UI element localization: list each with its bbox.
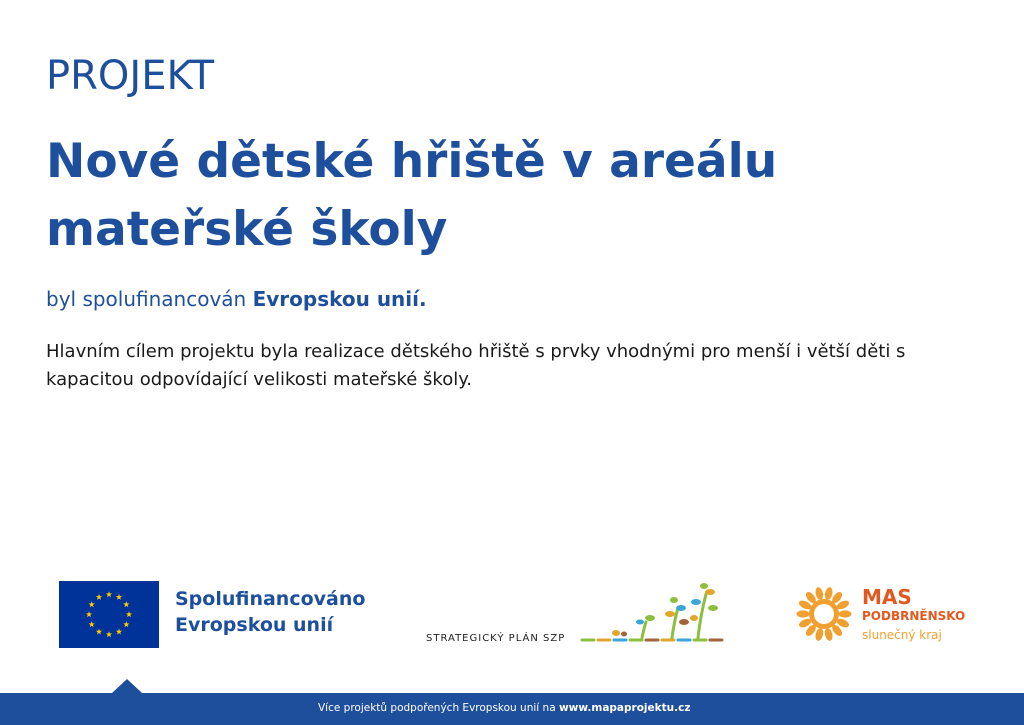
- footer-prefix: Více projektů podpořených Evropskou unií na: [318, 702, 559, 714]
- eu-star-icon: [96, 594, 102, 600]
- project-description: Hlavním cílem projektu byla realizace dětského hřiště s prvky vhodnými pro menší i větší děti s kapacitou odpovídající velikosti mateřské školy.: [46, 341, 906, 390]
- eu-star-icon: [116, 594, 122, 600]
- eu-star-icon: [123, 621, 129, 627]
- footer-notch: [112, 679, 142, 693]
- project-title: Nové dětské hřiště v areálu mateřské školy: [46, 134, 778, 257]
- eu-cofinance-text: [175, 586, 365, 638]
- szp-sprouts-icon: [580, 578, 745, 648]
- sun-ray-icon: [824, 586, 834, 600]
- eu-star-icon: [106, 591, 112, 597]
- mas-name: MAS: [862, 585, 912, 609]
- szp-label: STRATEGICKÝ PLÁN SZP: [426, 633, 566, 644]
- mas-region: PODBRNĚNSKO: [862, 609, 966, 623]
- eu-star-icon: [89, 621, 95, 627]
- sun-ray-icon: [797, 610, 810, 617]
- sun-ray-icon: [814, 586, 824, 600]
- sun-ray-icon: [839, 610, 852, 617]
- sun-ray-icon: [814, 627, 824, 641]
- footer-text: [318, 702, 690, 714]
- eu-star-icon: [89, 601, 95, 607]
- eu-star-icon: [86, 611, 92, 617]
- footer-link[interactable]: www.mapaprojektu.cz: [558, 702, 691, 714]
- cofinance-prefix: byl spolufinancován: [46, 287, 253, 311]
- eu-star-icon: [126, 611, 132, 617]
- eu-star-icon: [96, 629, 102, 635]
- sun-ray-icon: [824, 627, 834, 641]
- footer-bar: [0, 693, 1024, 725]
- eu-line-2: Evropskou unií: [175, 614, 334, 636]
- eu-star-icon: [123, 601, 129, 607]
- eu-star-icon: [106, 631, 112, 637]
- cofinance-statement: [46, 287, 427, 311]
- cofinance-emphasis: Evropskou unií.: [252, 287, 427, 311]
- sun-icon: [795, 585, 853, 643]
- eu-line-1: Spolufinancováno: [175, 588, 366, 610]
- eu-flag-icon: [59, 581, 159, 648]
- eyebrow-label: PROJEKT: [46, 53, 215, 99]
- eu-star-icon: [116, 629, 122, 635]
- mas-tagline: slunečný kraj: [862, 628, 942, 642]
- eu-stars-icon: [59, 581, 159, 648]
